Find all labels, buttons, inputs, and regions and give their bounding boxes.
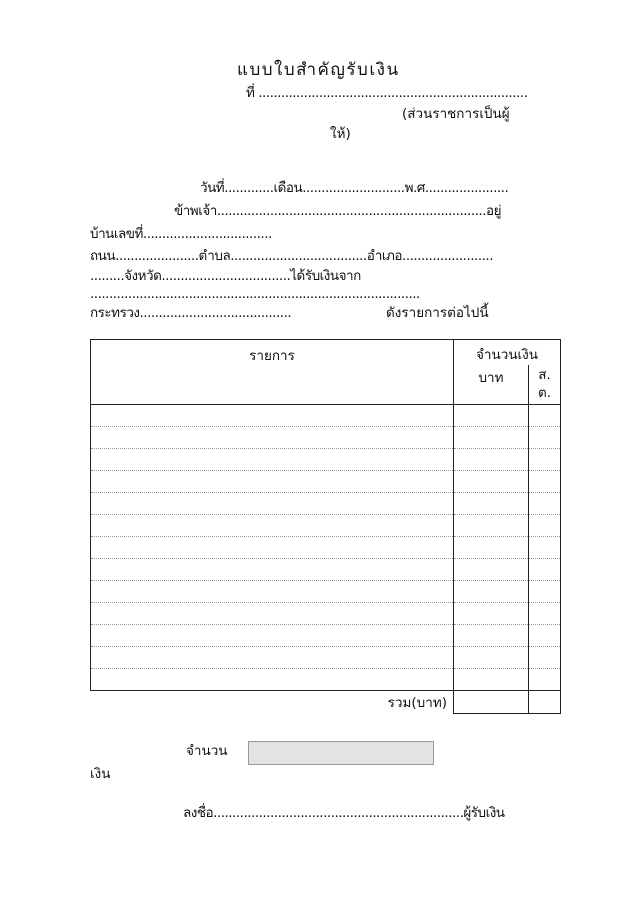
ministry-line: กระทรวง........................................ bbox=[90, 305, 292, 321]
table-row bbox=[91, 603, 561, 625]
list-follow-text: ดังรายการต่อไปนี้ bbox=[386, 305, 489, 321]
payer-dots-line: ....................................................................................... bbox=[90, 286, 420, 302]
table-row bbox=[91, 427, 561, 449]
table-row bbox=[91, 647, 561, 669]
total-label: รวม(บาท) bbox=[387, 695, 447, 712]
table-row bbox=[91, 537, 561, 559]
table-row bbox=[91, 581, 561, 603]
table-row bbox=[91, 559, 561, 581]
table-row bbox=[91, 449, 561, 471]
agency-note-line2: ให้) bbox=[330, 126, 351, 142]
table-row bbox=[91, 515, 561, 537]
items-table bbox=[90, 339, 561, 714]
house-number-line: บ้านเลขที่.................................. bbox=[90, 226, 272, 242]
amount-label: จำนวน bbox=[186, 743, 228, 759]
amount-header: จำนวนเงิน bbox=[454, 340, 561, 366]
satang-header-line1: ส. bbox=[538, 367, 551, 383]
total-row bbox=[91, 691, 561, 714]
table-row bbox=[91, 405, 561, 427]
date-line: วันที่.............เดือน...........................พ.ศ...................... bbox=[200, 180, 509, 196]
form-title: แบบใบสำคัญรับเงิน bbox=[237, 60, 400, 80]
agency-note-line1: (ส่วนราชการเป็นผู้ bbox=[402, 106, 510, 122]
satang-header bbox=[529, 365, 561, 405]
amount-in-words-field[interactable] bbox=[248, 741, 434, 765]
table-row bbox=[91, 669, 561, 691]
satang-header-line2: ต. bbox=[537, 385, 552, 401]
baht-header: บาท bbox=[454, 365, 529, 405]
table-row bbox=[91, 471, 561, 493]
name-line: ข้าพเจ้า.......................................................................อยู่ bbox=[174, 203, 502, 219]
total-satang-cell[interactable] bbox=[529, 691, 561, 714]
items-header: รายการ bbox=[91, 340, 454, 405]
table-row bbox=[91, 493, 561, 515]
signature-line: ลงชื่อ..................................................................ผู้รับเงิน bbox=[183, 805, 505, 821]
table-row bbox=[91, 625, 561, 647]
address-line: ถนน......................ตำบล....................................อำเภอ........................ bbox=[90, 248, 494, 264]
province-line: .........จังหวัด..................................ได้รับเงินจาก bbox=[90, 268, 361, 284]
amount-label-cont: เงิน bbox=[90, 766, 111, 782]
total-baht-cell[interactable] bbox=[454, 691, 529, 714]
form-number-line: ที่ ....................................................................... bbox=[246, 85, 528, 101]
